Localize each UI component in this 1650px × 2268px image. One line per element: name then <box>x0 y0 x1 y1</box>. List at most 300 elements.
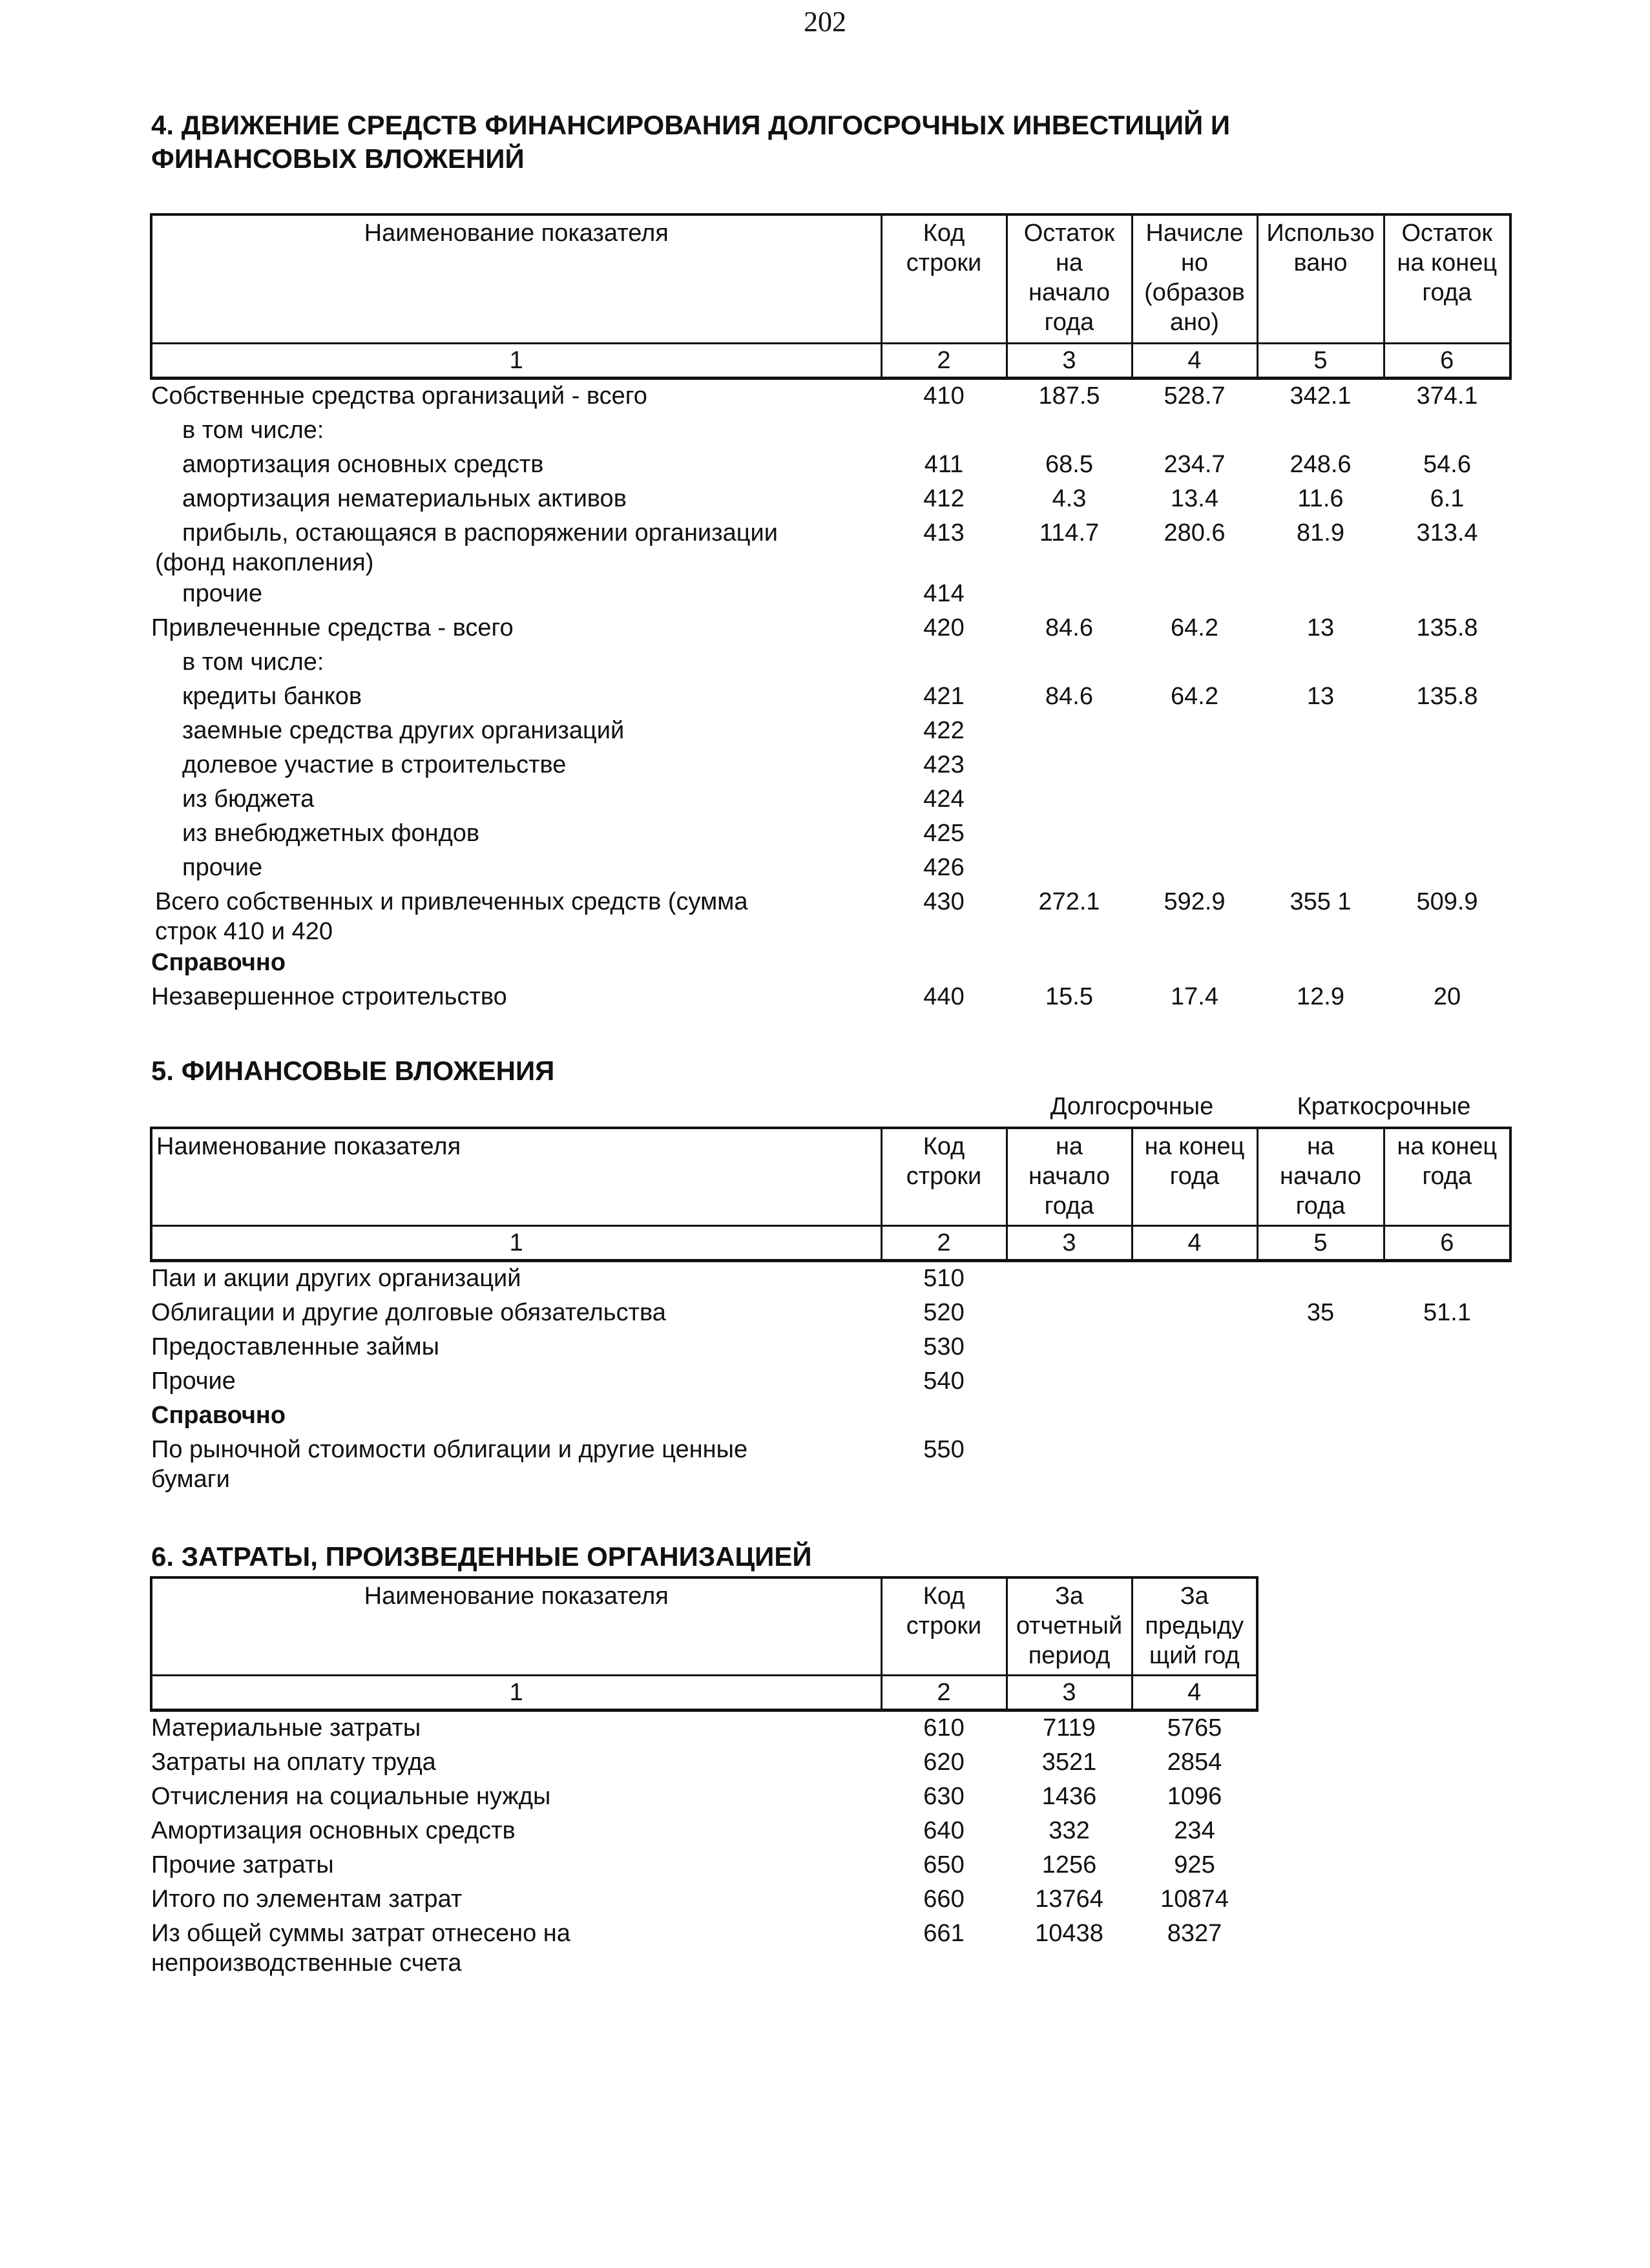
row-value-v3: 3521 <box>1041 1749 1097 1776</box>
row-value-v6 <box>1384 1433 1510 1494</box>
row-value-v5 <box>1257 1433 1384 1494</box>
s5-header-col5-l3: года <box>1295 1192 1346 1220</box>
section6-title <box>151 1540 812 1574</box>
row-code <box>881 1399 1007 1433</box>
row-code: 430 <box>923 888 965 915</box>
s5-colnum-5: 5 <box>1257 1226 1384 1261</box>
s6-header-code-l1: Код <box>923 1583 965 1610</box>
row-label <box>151 1331 881 1365</box>
row-label-line1: Собственные средства организаций - всего <box>151 382 647 410</box>
row-value-v4: 2854 <box>1167 1749 1222 1776</box>
row-value-v5 <box>1257 1365 1384 1399</box>
row-value-v4 <box>1132 783 1257 817</box>
s5-header-col6-l2: года <box>1422 1163 1472 1190</box>
row-value-v3: 10438 <box>1035 1920 1103 1947</box>
s5-header-col3-l1: на <box>1055 1133 1083 1160</box>
row-label <box>151 749 881 783</box>
row-value-v6 <box>1384 414 1510 448</box>
s5-header-col4-l1: на конец <box>1144 1133 1245 1160</box>
row-value-v4 <box>1132 1399 1257 1433</box>
row-value-v3 <box>1007 646 1132 680</box>
row-value-v6 <box>1384 946 1510 981</box>
row-code: 412 <box>923 485 965 512</box>
row-code: 520 <box>923 1299 965 1326</box>
row-label <box>151 612 881 646</box>
row-value-v5: 12.9 <box>1297 983 1344 1010</box>
row-label-line2: (фонд накопления) <box>155 549 374 576</box>
s5-header-col5-l2: начало <box>1280 1163 1361 1190</box>
s6-colnum-1: 1 <box>151 1676 881 1711</box>
row-label-line1: Справочно <box>151 949 286 976</box>
s5-colnum-2: 2 <box>881 1226 1007 1261</box>
row-label-line1: амортизация нематериальных активов <box>182 485 627 512</box>
s6-header-col4 <box>1132 1577 1257 1676</box>
table-row <box>151 1883 1257 1917</box>
row-value-v6: 51.1 <box>1423 1299 1471 1326</box>
row-label <box>151 1296 881 1331</box>
s4-header-col6 <box>1384 214 1510 344</box>
row-value-v4 <box>1132 646 1257 680</box>
row-value-v4: 64.2 <box>1171 683 1218 710</box>
s6-header-col4-l1: За <box>1180 1583 1209 1610</box>
row-label <box>151 577 881 612</box>
table-row <box>151 749 1510 783</box>
row-value-v4: 5765 <box>1167 1714 1222 1742</box>
row-value-v3 <box>1007 817 1132 851</box>
s5-header-col3-l2: начало <box>1029 1163 1110 1190</box>
table-row <box>151 1261 1510 1297</box>
row-label-line1: из внебюджетных фондов <box>182 820 480 847</box>
row-value-v6 <box>1384 749 1510 783</box>
row-value-v3: 84.6 <box>1045 683 1093 710</box>
row-label-line1: Затраты на оплату труда <box>151 1749 436 1776</box>
row-value-v3: 4.3 <box>1052 485 1087 512</box>
row-value-v5: 13 <box>1306 614 1335 641</box>
row-value-v4: 13.4 <box>1171 485 1218 512</box>
s5-header-col6-l1: на конец <box>1397 1133 1498 1160</box>
row-value-v4: 234.7 <box>1164 451 1226 478</box>
row-code: 440 <box>923 983 965 1010</box>
table-row <box>151 886 1510 946</box>
table-row <box>151 1433 1510 1494</box>
row-value-v6: 313.4 <box>1416 519 1478 546</box>
s6-header-name: Наименование показателя <box>151 1577 881 1676</box>
s4-header-col4-l4: ано) <box>1170 309 1219 336</box>
s4-header-code-l2: строки <box>906 249 982 276</box>
row-label <box>151 783 881 817</box>
s6-header-col3-l1: За <box>1054 1583 1084 1610</box>
row-label-line1: Привлеченные средства - всего <box>151 614 514 641</box>
table-row <box>151 817 1510 851</box>
table-row <box>151 1296 1510 1331</box>
row-value-v4 <box>1132 714 1257 749</box>
row-value-v4 <box>1132 1296 1257 1331</box>
row-value-v5 <box>1257 946 1384 981</box>
row-label-line1: прочие <box>182 580 263 607</box>
table-row <box>151 1815 1257 1849</box>
row-value-v5: 248.6 <box>1290 451 1352 478</box>
s5-header-code-l1: Код <box>923 1133 965 1160</box>
row-value-v4 <box>1132 749 1257 783</box>
s4-header-code-l1: Код <box>923 220 965 247</box>
s5-group-short: Краткосрочные <box>1297 1093 1471 1120</box>
s6-colnum-3: 3 <box>1007 1676 1132 1711</box>
s5-group-long: Долгосрочные <box>1050 1093 1214 1120</box>
row-value-v6: 135.8 <box>1416 683 1478 710</box>
section4-title-line2: ФИНАНСОВЫХ ВЛОЖЕНИЙ <box>151 143 525 174</box>
row-value-v3: 1256 <box>1041 1851 1097 1878</box>
section6-title-text: 6. ЗАТРАТЫ, ПРОИЗВЕДЕННЫЕ ОРГАНИЗАЦИЕЙ <box>151 1541 812 1572</box>
row-value-v4 <box>1132 1261 1257 1297</box>
row-label <box>151 483 881 517</box>
table-row <box>151 517 1510 577</box>
s6-header-code <box>881 1577 1007 1676</box>
row-value-v4: 925 <box>1174 1851 1215 1878</box>
table-row <box>151 1746 1257 1780</box>
s4-header-col3 <box>1007 214 1132 344</box>
row-value-v6: 54.6 <box>1423 451 1471 478</box>
section6-colnum-row <box>151 1676 1257 1711</box>
row-label-line1: амортизация основных средств <box>182 451 544 478</box>
row-label-line1: Из общей суммы затрат отнесено на <box>151 1920 570 1947</box>
s4-header-col4-l1: Начисле <box>1145 220 1244 247</box>
row-label-line1: Прочие затраты <box>151 1851 334 1878</box>
row-value-v5 <box>1257 414 1384 448</box>
row-value-v4 <box>1132 817 1257 851</box>
row-code: 414 <box>923 580 965 607</box>
row-value-v5: 355 1 <box>1290 888 1352 915</box>
row-value-v6 <box>1384 1399 1510 1433</box>
row-label-line1: Незавершенное строительство <box>151 983 507 1010</box>
section4-title <box>151 109 1230 176</box>
row-value-v6 <box>1384 1261 1510 1297</box>
row-value-v4: 1096 <box>1167 1783 1222 1810</box>
row-label-line1: прочие <box>182 854 263 881</box>
table-row <box>151 577 1510 612</box>
s4-header-col4 <box>1132 214 1257 344</box>
row-value-v5: 11.6 <box>1297 485 1344 512</box>
row-label-line2: строк 410 и 420 <box>155 918 333 945</box>
s4-header-col5-l2: вано <box>1293 249 1348 276</box>
row-value-v5: 13 <box>1306 683 1335 710</box>
row-label <box>151 946 881 981</box>
row-value-v3: 332 <box>1049 1817 1090 1844</box>
row-code: 420 <box>923 614 965 641</box>
row-code: 660 <box>923 1886 965 1913</box>
row-value-v5 <box>1257 851 1384 886</box>
row-code: 661 <box>923 1920 965 1947</box>
row-label-line1: прибыль, остающаяся в распоряжении организации <box>182 519 778 546</box>
row-value-v5 <box>1257 817 1384 851</box>
row-label <box>151 1780 881 1815</box>
section6-body <box>151 1711 1257 1979</box>
row-value-v4 <box>1132 946 1257 981</box>
table-row <box>151 680 1510 714</box>
table-row <box>151 981 1510 1015</box>
row-label <box>151 1711 881 1747</box>
row-label-line1: заемные средства других организаций <box>182 717 625 744</box>
row-label <box>151 886 881 946</box>
s4-colnum-2: 2 <box>881 344 1007 379</box>
s4-header-col3-l4: года <box>1044 309 1094 336</box>
s4-header-col3-l2: на <box>1055 249 1083 276</box>
row-value-v4 <box>1132 414 1257 448</box>
s5-header-name: Наименование показателя <box>151 1128 881 1226</box>
row-value-v5 <box>1257 749 1384 783</box>
row-value-v5 <box>1257 783 1384 817</box>
row-value-v3: 272.1 <box>1038 888 1100 915</box>
row-value-v3: 1436 <box>1041 1783 1097 1810</box>
row-label <box>151 517 881 577</box>
s4-header-col3-l1: Остаток <box>1023 220 1115 247</box>
table-row <box>151 1849 1257 1883</box>
row-value-v3: 15.5 <box>1045 983 1093 1010</box>
s6-header-col4-l2: предыду <box>1145 1612 1244 1639</box>
row-value-v3 <box>1007 851 1132 886</box>
row-value-v6 <box>1384 817 1510 851</box>
row-value-v3 <box>1007 414 1132 448</box>
section6-table <box>150 1576 1258 1978</box>
s5-colnum-1: 1 <box>151 1226 881 1261</box>
row-label-line1: кредиты банков <box>182 683 362 710</box>
row-code: 426 <box>923 854 965 881</box>
row-label <box>151 817 881 851</box>
row-value-v3: 13764 <box>1035 1886 1103 1913</box>
row-value-v5: 81.9 <box>1297 519 1344 546</box>
row-value-v6 <box>1384 714 1510 749</box>
row-label <box>151 1815 881 1849</box>
row-code: 530 <box>923 1333 965 1360</box>
row-label-line1: Паи и акции других организаций <box>151 1265 521 1292</box>
row-value-v3 <box>1007 1261 1132 1297</box>
row-code: 620 <box>923 1749 965 1776</box>
s4-header-col3-l3: начало <box>1029 279 1110 306</box>
s5-header-code-l2: строки <box>906 1163 982 1190</box>
row-value-v6: 20 <box>1433 983 1461 1010</box>
row-value-v3: 68.5 <box>1045 451 1093 478</box>
s5-colnum-6: 6 <box>1384 1226 1510 1261</box>
row-code: 540 <box>923 1368 965 1395</box>
row-value-v4 <box>1132 851 1257 886</box>
section5-header-row <box>151 1128 1510 1226</box>
table-row <box>151 612 1510 646</box>
table-row <box>151 1399 1510 1433</box>
row-label <box>151 448 881 483</box>
row-value-v4 <box>1132 1331 1257 1365</box>
s4-header-col6-l3: года <box>1422 279 1472 306</box>
row-label <box>151 1849 881 1883</box>
row-code: 610 <box>923 1714 965 1742</box>
row-label-line1: Предоставленные займы <box>151 1333 439 1360</box>
row-label <box>151 646 881 680</box>
row-code: 630 <box>923 1783 965 1810</box>
row-label-line1: Отчисления на социальные нужды <box>151 1783 551 1810</box>
row-label-line1: Материальные затраты <box>151 1714 421 1742</box>
s4-colnum-5: 5 <box>1257 344 1384 379</box>
section5-title <box>151 1054 554 1088</box>
s4-header-name: Наименование показателя <box>151 214 881 344</box>
row-label-line1: Всего собственных и привлеченных средств (сумма <box>155 888 748 915</box>
s4-header-code <box>881 214 1007 344</box>
row-code: 423 <box>923 751 965 778</box>
row-label <box>151 1883 881 1917</box>
s4-colnum-3: 3 <box>1007 344 1132 379</box>
row-value-v3 <box>1007 577 1132 612</box>
section4-colnum-row <box>151 344 1510 379</box>
row-label <box>151 1399 881 1433</box>
row-value-v3: 84.6 <box>1045 614 1093 641</box>
row-value-v4: 528.7 <box>1164 382 1226 410</box>
row-label <box>151 414 881 448</box>
row-value-v6: 6.1 <box>1430 485 1465 512</box>
table-row <box>151 483 1510 517</box>
row-value-v5 <box>1257 1261 1384 1297</box>
row-value-v6 <box>1384 1331 1510 1365</box>
row-label-line1: долевое участие в строительстве <box>182 751 567 778</box>
row-value-v6 <box>1384 1365 1510 1399</box>
row-value-v5 <box>1257 1399 1384 1433</box>
row-value-v4: 8327 <box>1167 1920 1222 1947</box>
row-label <box>151 1746 881 1780</box>
section4-title-line1: 4. ДВИЖЕНИЕ СРЕДСТВ ФИНАНСИРОВАНИЯ ДОЛГОСРОЧНЫХ ИНВЕСТИЦИЙ И <box>151 110 1231 140</box>
section5-group-row <box>151 1092 1510 1128</box>
row-label <box>151 1365 881 1399</box>
section5-body <box>151 1261 1510 1495</box>
row-value-v5 <box>1257 714 1384 749</box>
row-value-v3 <box>1007 1399 1132 1433</box>
row-label <box>151 1261 881 1297</box>
s6-header-col4-l3: щий год <box>1149 1642 1240 1669</box>
row-value-v3 <box>1007 1433 1132 1494</box>
row-code: 424 <box>923 785 965 813</box>
row-code <box>881 946 1007 981</box>
row-value-v4: 234 <box>1174 1817 1215 1844</box>
s5-header-col6 <box>1384 1128 1510 1226</box>
row-value-v3 <box>1007 1296 1132 1331</box>
s4-header-col5-l1: Использо <box>1266 220 1375 247</box>
row-label <box>151 1917 881 1978</box>
s5-header-col4-l2: года <box>1169 1163 1220 1190</box>
s4-colnum-4: 4 <box>1132 344 1257 379</box>
table-row <box>151 1780 1257 1815</box>
row-value-v4: 10874 <box>1160 1886 1229 1913</box>
row-value-v4: 592.9 <box>1164 888 1226 915</box>
s5-header-col5 <box>1257 1128 1384 1226</box>
row-label-line1: Справочно <box>151 1402 286 1429</box>
row-label-line1: Амортизация основных средств <box>151 1817 516 1844</box>
s5-header-col5-l1: на <box>1306 1133 1335 1160</box>
table-row <box>151 1331 1510 1365</box>
row-code: 640 <box>923 1817 965 1844</box>
row-value-v3 <box>1007 1331 1132 1365</box>
s5-colnum-3: 3 <box>1007 1226 1132 1261</box>
row-value-v4: 17.4 <box>1171 983 1218 1010</box>
row-code <box>881 646 1007 680</box>
section4-table <box>150 213 1512 1015</box>
row-value-v5 <box>1257 577 1384 612</box>
section5-colnum-row <box>151 1226 1510 1261</box>
s4-header-col5 <box>1257 214 1384 344</box>
row-value-v4 <box>1132 1433 1257 1494</box>
row-value-v3: 187.5 <box>1038 382 1100 410</box>
row-code: 650 <box>923 1851 965 1878</box>
s6-header-col3-l3: период <box>1028 1642 1111 1669</box>
section4-body <box>151 379 1510 1015</box>
s6-colnum-2: 2 <box>881 1676 1007 1711</box>
row-value-v6 <box>1384 577 1510 612</box>
s6-header-col3 <box>1007 1577 1132 1676</box>
row-label-line1: Прочие <box>151 1368 236 1395</box>
section4-header-row <box>151 214 1510 344</box>
row-value-v3: 7119 <box>1043 1714 1096 1742</box>
row-value-v5: 342.1 <box>1290 382 1352 410</box>
table-row <box>151 448 1510 483</box>
s6-header-col3-l2: отчетный <box>1016 1612 1123 1639</box>
table-row <box>151 851 1510 886</box>
row-value-v6 <box>1384 851 1510 886</box>
row-label <box>151 379 881 415</box>
table-row <box>151 783 1510 817</box>
s5-header-code <box>881 1128 1007 1226</box>
row-value-v6: 374.1 <box>1416 382 1478 410</box>
row-label <box>151 1433 881 1494</box>
s4-colnum-6: 6 <box>1384 344 1510 379</box>
row-code: 410 <box>923 382 965 410</box>
s6-header-code-l2: строки <box>906 1612 982 1639</box>
row-code: 425 <box>923 820 965 847</box>
row-label-line1: в том числе: <box>182 417 324 444</box>
row-code <box>881 414 1007 448</box>
table-row <box>151 1365 1510 1399</box>
row-value-v6 <box>1384 783 1510 817</box>
row-label <box>151 714 881 749</box>
row-value-v4 <box>1132 1365 1257 1399</box>
section6-header-row <box>151 1577 1257 1676</box>
row-label-line1: Итого по элементам затрат <box>151 1886 463 1913</box>
row-code: 422 <box>923 717 965 744</box>
s5-header-col3-l3: года <box>1044 1192 1094 1220</box>
row-label-line1: По рыночной стоимости облигации и другие ценные <box>151 1436 748 1463</box>
row-value-v3 <box>1007 783 1132 817</box>
row-label-line1: из бюджета <box>182 785 315 813</box>
s6-colnum-4: 4 <box>1132 1676 1257 1711</box>
table-row <box>151 1917 1257 1978</box>
s4-header-col4-l2: но <box>1180 249 1209 276</box>
table-row <box>151 379 1510 415</box>
s4-header-col6-l2: на конец <box>1397 249 1498 276</box>
row-value-v3 <box>1007 749 1132 783</box>
row-code: 411 <box>924 451 964 478</box>
row-label-line1: Облигации и другие долговые обязательства <box>151 1299 666 1326</box>
s5-header-col3 <box>1007 1128 1132 1226</box>
row-value-v5: 35 <box>1306 1299 1335 1326</box>
row-value-v4: 280.6 <box>1164 519 1226 546</box>
row-value-v6 <box>1384 646 1510 680</box>
row-value-v4 <box>1132 577 1257 612</box>
table-row <box>151 1711 1257 1747</box>
row-value-v5 <box>1257 1331 1384 1365</box>
s5-header-col4 <box>1132 1128 1257 1226</box>
table-row <box>151 646 1510 680</box>
table-row <box>151 414 1510 448</box>
table-row <box>151 946 1510 981</box>
s5-colnum-4: 4 <box>1132 1226 1257 1261</box>
s4-header-col4-l3: (образов <box>1144 279 1245 306</box>
row-value-v6: 135.8 <box>1416 614 1478 641</box>
section5-title-text: 5. ФИНАНСОВЫЕ ВЛОЖЕНИЯ <box>151 1056 555 1086</box>
row-label <box>151 981 881 1015</box>
s4-header-col6-l1: Остаток <box>1401 220 1493 247</box>
